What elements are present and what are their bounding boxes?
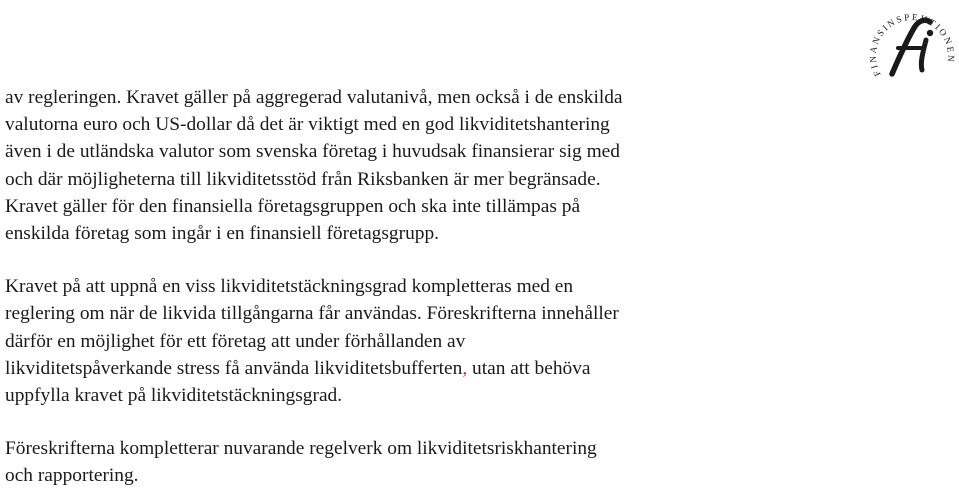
text-segment: utan att behöva [467,357,591,379]
text-line: uppfylla kravet på likviditetstäckningsgrad. [5,385,343,407]
fi-monogram [892,20,933,74]
text-line: och rapportering. [5,465,139,487]
text-line: valutorna euro och US-dollar då det är viktigt med en god likviditetshantering [5,114,610,136]
logo-circular-text: FINANSINSPEKTIONEN [868,11,956,78]
text-line: av regleringen. Kravet gäller på aggregerad valutanivå, men också i de enskilda [5,87,623,108]
text-line: Föreskrifterna kompletterar nuvarande regelverk om likviditetsriskhantering [5,438,597,460]
text-line: Kravet gäller för den finansiella företagsgruppen och ska inte tillämpas på [5,195,581,217]
text-line [5,355,955,382]
highlighted-comma: , [462,357,468,379]
text-line: och där möjligheterna till likviditetsstöd från Riksbanken är mer begränsade. [5,168,601,190]
paragraph-3 [5,435,955,489]
paragraph-1 [5,84,955,247]
text-line: även i de utländska valutor som svenska företag i huvudsak finansierar sig med [5,141,620,163]
text-line: Kravet på att uppnå en viss likviditetstäckningsgrad kompletteras med en [5,276,574,298]
text-line: reglering om när de likvida tillgångarna får användas. Föreskrifterna innehåller [5,303,619,325]
document-body [5,84,955,490]
text-line: därför en möjlighet för ett företag att under förhållanden av [5,330,466,352]
paragraph-2 [5,273,955,409]
finansinspektionen-logo [868,2,956,90]
text-line: enskilda företag som ingår i en finansiell företagsgrupp. [5,223,440,245]
text-segment: likviditetspåverkande stress få använda likviditetsbufferten [5,357,463,379]
